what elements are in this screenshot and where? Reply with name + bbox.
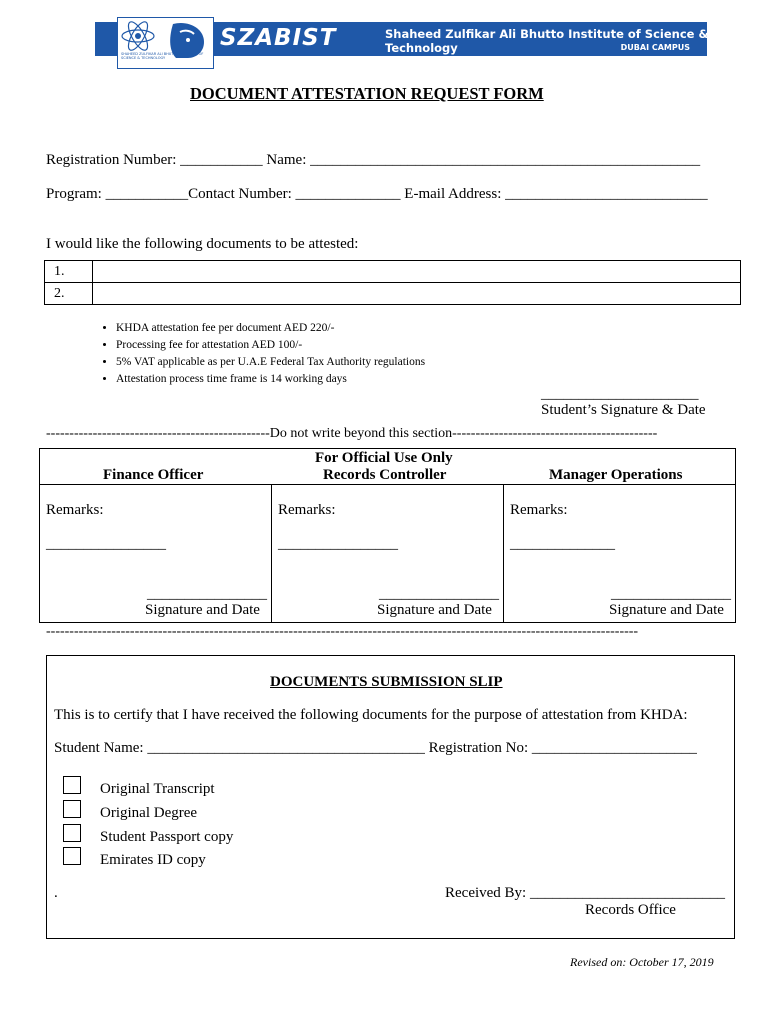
column-divider [503,484,504,622]
manager-signature-label: Signature and Date [609,602,724,618]
section-divider: ------------------------------------------------Do not write beyond this section-------------------------------------------- [46,426,658,441]
logo-tagline: SHAHEED ZULFIKAR ALI BHUTTO INSTITUTE OF SCIENCE & TECHNOLOGY [121,52,204,60]
finance-remarks-label: Remarks: [46,502,104,518]
records-remarks-label: Remarks: [278,502,336,518]
document-input[interactable] [93,283,741,305]
slip-dot: . [54,885,58,901]
item-original-degree: Original Degree [100,805,198,821]
manager-signature-line[interactable]: ________________ [611,586,731,602]
registration-name-line[interactable]: Registration Number: ___________ Name: ____________________________________________________ [46,152,701,168]
table-row [45,261,741,283]
student-name-registration-line[interactable]: Student Name: _____________________________________ Registration No: ______________________ [54,740,697,756]
records-remarks-line[interactable]: ________________ [278,536,398,552]
records-signature-label: Signature and Date [377,602,492,618]
document-input[interactable] [93,261,741,283]
fee-list [72,320,425,388]
revised-date: Revised on: October 17, 2019 [570,955,714,969]
item-emirates-id-copy: Emirates ID copy [100,852,206,868]
bottom-divider: ------------------------------------------------------------------------------------------------------------------------------- [46,624,639,639]
institute-logo [117,17,214,69]
manager-remarks-label: Remarks: [510,502,568,518]
item-passport-copy: Student Passport copy [100,829,234,845]
finance-signature-line[interactable]: ________________ [147,586,267,602]
checkbox-emirates-id-copy[interactable] [63,847,81,865]
list-item: • Attestation process time frame is 14 working days [116,371,425,388]
checkbox-original-degree[interactable] [63,800,81,818]
row-number: 2. [45,283,93,305]
records-controller-title: Records Controller [323,467,447,483]
finance-remarks-line[interactable]: ________________ [46,536,166,552]
program-contact-email-line[interactable]: Program: ___________Contact Number: ______________ E-mail Address: ___________________________ [46,186,708,202]
row-number: 1. [45,261,93,283]
logo-emblem-icon [118,18,213,68]
records-signature-line[interactable]: ________________ [379,586,499,602]
list-item: • KHDA attestation fee per document AED 220/- [116,320,425,337]
received-by-line[interactable]: Received By: __________________________ [445,885,725,901]
institute-name: Shaheed Zulfikar Ali Bhutto Institute of Science & Technology [385,27,709,55]
records-office-label: Records Office [585,902,676,918]
table-row [45,283,741,305]
checkbox-original-transcript[interactable] [63,776,81,794]
column-divider [271,484,272,622]
manager-operations-title: Manager Operations [549,467,683,483]
official-use-heading: For Official Use Only [315,450,453,466]
certify-text: This is to certify that I have received the following documents for the purpose of attestation from KHDA: [54,707,688,723]
brand-name: SZABIST [220,25,337,51]
finance-officer-title: Finance Officer [103,467,204,483]
documents-table [44,260,741,305]
manager-remarks-line[interactable]: ______________ [510,536,615,552]
slip-title: DOCUMENTS SUBMISSION SLIP [270,674,503,690]
form-title: DOCUMENT ATTESTATION REQUEST FORM [190,84,544,103]
list-item: • 5% VAT applicable as per U.A.E Federal Tax Authority regulations [116,354,425,371]
checkbox-passport-copy[interactable] [63,824,81,842]
finance-signature-label: Signature and Date [145,602,260,618]
list-item: • Processing fee for attestation AED 100/- [116,337,425,354]
item-original-transcript: Original Transcript [100,781,215,797]
campus-name: DUBAI CAMPUS [620,43,690,52]
student-signature-label: Student’s Signature & Date [541,402,706,418]
documents-intro: I would like the following documents to be attested: [46,236,359,252]
student-signature-line[interactable]: _____________________ [541,386,699,402]
